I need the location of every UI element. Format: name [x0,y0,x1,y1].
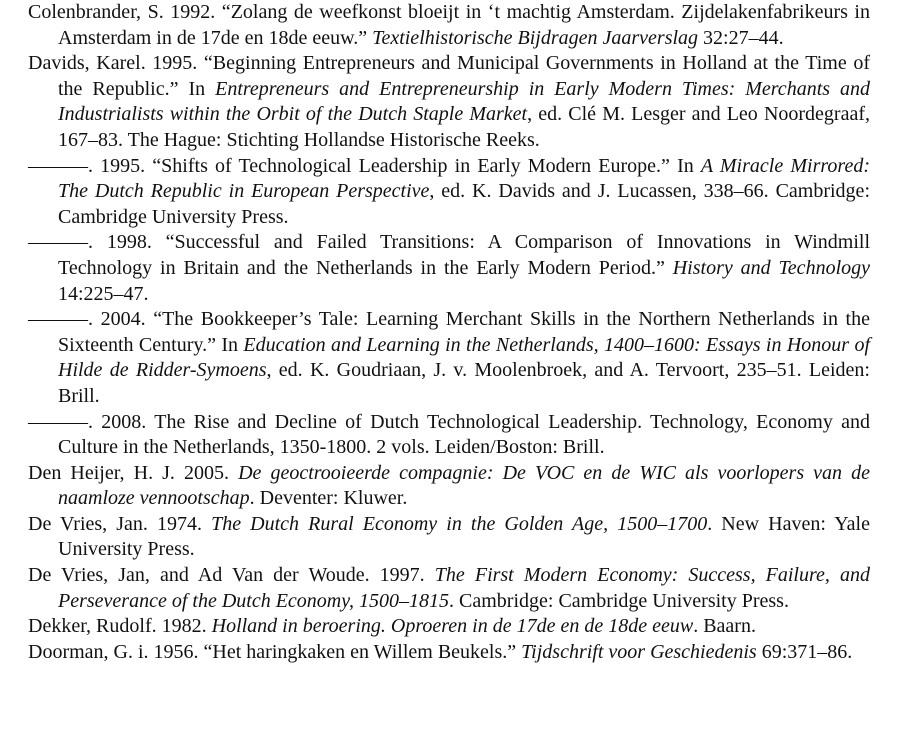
reference-text: . Deventer: Kluwer. [249,487,408,510]
reference-text: 32:27–44. [698,26,784,49]
reference-title: Entrepreneurs and Entrepreneurship in Early Modern Times: Merchants and Industrialists within the Orbit of the Dutch Staple Market [58,77,871,126]
reference-entry [28,230,870,307]
reference-title: A Miracle Mirrored: The Dutch Republic in European Perspective [58,154,870,203]
reference-text: ———. 1995. “Shifts of Technological Leadership in Early Modern Europe.” In [28,154,701,177]
reference-entry [28,563,870,614]
reference-title: The First Modern Economy: Success, Failure, and Perseverance of the Dutch Economy, 1500–1815 [58,564,870,612]
reference-text: Doorman, G. i. 1956. “Het haringkaken en Willem Beukels.” [28,640,522,663]
reference-text: Davids, Karel. 1995. “Beginning Entrepreneurs and Municipal Governments in Holland at the Time of the Republic.” In [28,52,870,100]
reference-text: 14:225–47. [58,282,149,305]
reference-title: Tijdschrift voor Geschiedenis [521,640,757,663]
reference-title: History and Technology [672,256,870,279]
reference-entry [28,461,870,512]
reference-text: Dekker, Rudolf. 1982. [28,615,212,638]
reference-text: , ed. Clé M. Lesger and Leo Noordegraaf, 167–83. The Hague: Stichting Hollandse Historische Reeks. [58,103,870,151]
reference-text: De Vries, Jan. 1974. [28,512,212,535]
reference-entry [28,512,870,563]
reference-text: . New Haven: Yale University Press. [58,512,870,561]
reference-text: ———. 1998. “Successful and Failed Transitions: A Comparison of Innovations in Windmill Technology in Britain and the Netherlands in the Early Modern Period.” [28,231,870,279]
reference-text: . Cambridge: Cambridge University Press. [449,589,789,612]
reference-entry [28,614,870,640]
reference-text: . Baarn. [693,615,756,638]
reference-entry [28,640,870,666]
reference-text: ———. 2004. “The Bookkeeper’s Tale: Learning Merchant Skills in the Northern Netherlands in the Sixteenth Century.” In [28,308,870,356]
reference-title: Textielhistorische Bijdragen Jaarverslag [372,26,699,49]
reference-text: Colenbrander, S. 1992. “Zolang de weefkonst bloeijt in ‘t machtig Amsterdam. Zijdelakenfabrikeurs in Amsterdam in de 17de en 18de eeuw.” [28,1,870,49]
reference-title: Education and Learning in the Netherlands, 1400–1600: Essays in Honour of Hilde de Ridder-Symoens [58,333,871,382]
reference-entry [28,410,870,461]
reference-entry [28,307,870,409]
reference-text: 69:371–86. [756,640,853,663]
reference-entry [28,154,870,231]
reference-title: The Dutch Rural Economy in the Golden Age, 1500–1700 [211,512,708,535]
reference-entry [28,51,870,153]
reference-text: , ed. K. Davids and J. Lucassen, 338–66. Cambridge: Cambridge University Press. [58,180,870,228]
reference-text: De Vries, Jan, and Ad Van der Woude. 1997. [28,564,435,587]
reference-text: Den Heijer, H. J. 2005. [28,461,239,484]
reference-title: De geoctrooieerde compagnie: De VOC en de WIC als voorlopers van de naamloze vennootschap [58,461,870,510]
reference-text: , ed. K. Goudriaan, J. v. Moolenbroek, and A. Tervoort, 235–51. Leiden: Brill. [58,359,870,407]
reference-entry [28,0,870,51]
reference-text: ———. 2008. The Rise and Decline of Dutch Technological Leadership. Technology, Economy and Culture in the Netherlands, 1350-1800. 2 vols. Leiden/Boston: Brill. [28,410,870,459]
reference-title: Holland in beroering. Oproeren in de 17de en de 18de eeuw [211,615,694,638]
